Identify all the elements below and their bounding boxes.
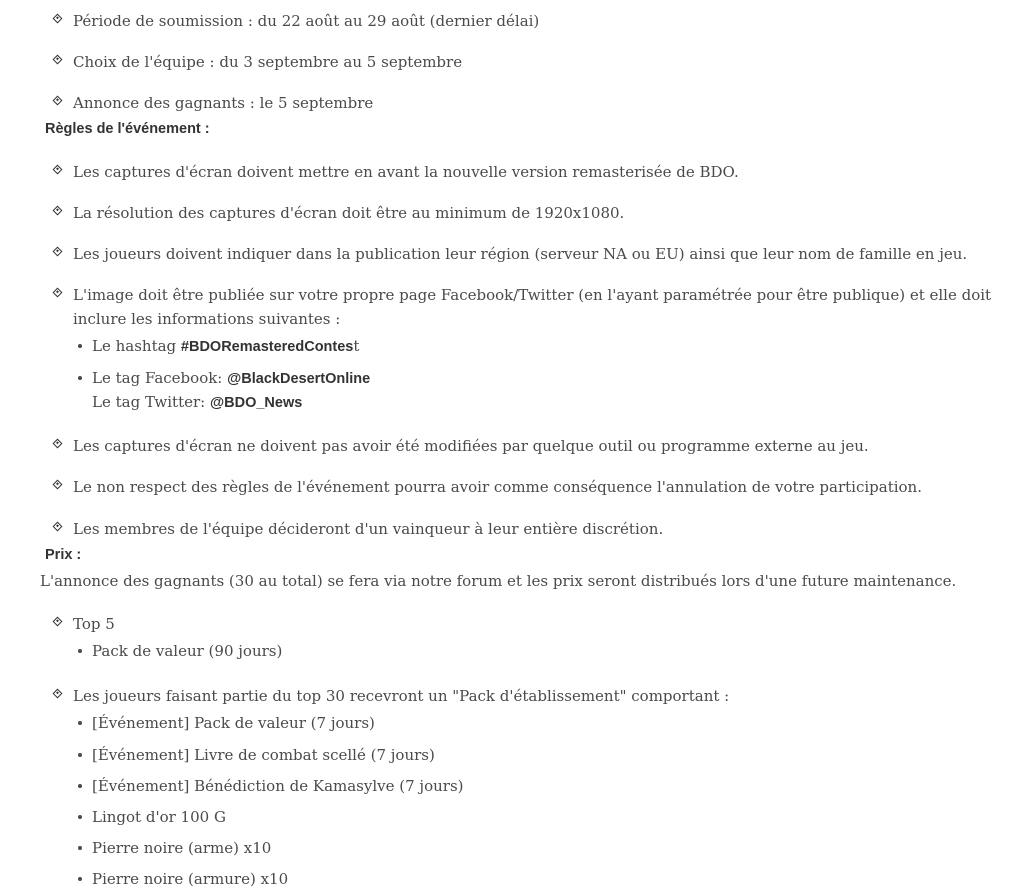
hashtag-label: Le hashtag bbox=[92, 337, 181, 355]
prize-text: Lingot d'or 100 G bbox=[92, 808, 226, 826]
list-item-text: Les captures d'écran ne doivent pas avoir été modifiées par quelque outil ou programme externe au jeu. bbox=[73, 437, 869, 455]
bullet-dot-icon bbox=[78, 877, 82, 881]
diamond-bullet-icon bbox=[53, 480, 63, 490]
list-item-text: Les captures d'écran doivent mettre en avant la nouvelle version remasterisée de BDO. bbox=[73, 163, 739, 181]
list-item-text: Top 5 bbox=[73, 615, 115, 633]
bullet-dot-icon bbox=[78, 376, 82, 380]
prize-text: Pierre noire (armure) x10 bbox=[92, 870, 289, 888]
bullet-dot-icon bbox=[78, 846, 82, 850]
list-item-text: Les joueurs faisant partie du top 30 recevront un "Pack d'établissement" comportant : bbox=[73, 687, 730, 705]
list-item-text: Choix de l'équipe : du 3 septembre au 5 septembre bbox=[73, 53, 463, 71]
list-item-text: Le non respect des règles de l'événement pourra avoir comme conséquence l'annulation de votre participation. bbox=[73, 478, 922, 496]
prize-text: [Événement] Pack de valeur (7 jours) bbox=[92, 714, 375, 732]
bullet-dot-icon bbox=[78, 721, 82, 725]
facebook-handle: @BlackDesertOnline bbox=[227, 371, 371, 387]
diamond-bullet-icon bbox=[53, 689, 63, 699]
bullet-dot-icon bbox=[78, 753, 82, 757]
list-item-text: Période de soumission : du 22 août au 29 août (dernier délai) bbox=[73, 12, 540, 30]
twitter-handle: @BDO_News bbox=[209, 395, 303, 411]
rules-heading: Règles de l'événement : bbox=[45, 121, 210, 137]
diamond-bullet-icon bbox=[53, 96, 63, 106]
list-item-text: Les joueurs doivent indiquer dans la publication leur région (serveur NA ou EU) ainsi que leur nom de famille en jeu. bbox=[73, 245, 968, 263]
bullet-dot-icon bbox=[78, 815, 82, 819]
prizes-heading: Prix : bbox=[45, 547, 82, 563]
bullet-dot-icon bbox=[78, 344, 82, 348]
list-item-text: La résolution des captures d'écran doit être au minimum de 1920x1080. bbox=[73, 204, 625, 222]
twitter-tag-line bbox=[92, 390, 302, 415]
facebook-tag-label: Le tag Facebook: bbox=[92, 369, 228, 387]
list-item-text: L'image doit être publiée sur votre propre page Facebook/Twitter (en l'ayant paramétrée pour être publique) et elle doit inclure les informations suivantes : bbox=[73, 286, 992, 328]
hashtag-tail: t bbox=[353, 337, 360, 355]
diamond-bullet-icon bbox=[53, 14, 63, 24]
bullet-dot-icon bbox=[78, 784, 82, 788]
hashtag-value: #BDORemasteredContes bbox=[180, 339, 354, 355]
prize-text: [Événement] Livre de combat scellé (7 jours) bbox=[92, 746, 435, 764]
diamond-bullet-icon bbox=[53, 288, 63, 298]
prize-text: Pack de valeur (90 jours) bbox=[92, 642, 283, 660]
prize-text: Pierre noire (arme) x10 bbox=[92, 839, 272, 857]
hashtag-line bbox=[92, 334, 359, 359]
twitter-tag-label: Le tag Twitter: bbox=[92, 393, 210, 411]
prize-text: [Événement] Bénédiction de Kamasylve (7 jours) bbox=[92, 777, 464, 795]
diamond-bullet-icon bbox=[53, 247, 63, 257]
diamond-bullet-icon bbox=[53, 522, 63, 532]
diamond-bullet-icon bbox=[53, 55, 63, 65]
prizes-intro: L'annonce des gagnants (30 au total) se fera via notre forum et les prix seront distribués lors d'une future maintenance. bbox=[40, 572, 957, 590]
bullet-dot-icon bbox=[78, 649, 82, 653]
facebook-tag-line bbox=[92, 366, 370, 391]
list-item-text: Les membres de l'équipe décideront d'un vainqueur à leur entière discrétion. bbox=[73, 520, 664, 538]
list-item-text: Annonce des gagnants : le 5 septembre bbox=[73, 94, 374, 112]
diamond-bullet-icon bbox=[53, 617, 63, 627]
diamond-bullet-icon bbox=[53, 165, 63, 175]
diamond-bullet-icon bbox=[53, 206, 63, 216]
diamond-bullet-icon bbox=[53, 439, 63, 449]
